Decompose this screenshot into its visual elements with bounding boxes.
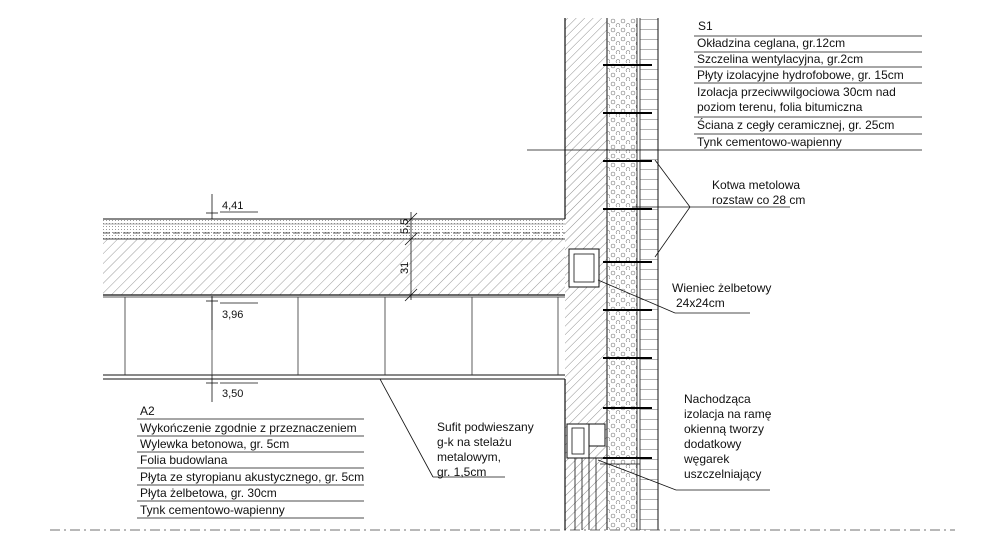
anchor-label: rozstaw co 28 cm xyxy=(712,193,806,207)
floor-layer: Wylewka betonowa, gr. 5cm xyxy=(140,437,290,451)
ring-beam-label: Wieniec żelbetowy xyxy=(672,281,772,295)
wall-legend-code: S1 xyxy=(698,19,713,33)
screed-layer xyxy=(103,219,565,239)
callout-ceiling xyxy=(380,379,534,479)
floor-slab xyxy=(103,219,565,295)
level-slab-bottom: 3,96 xyxy=(222,309,244,321)
window-label: dodatkowy xyxy=(684,437,742,451)
ceiling-label: g-k na stelażu xyxy=(437,435,512,449)
ring-beam-label: 24x24cm xyxy=(676,296,725,310)
wall-layer: Ściana z cegły ceramicznej, gr. 25cm xyxy=(697,118,895,132)
wall-layer: Płyty izolacyjne hydrofobowe, gr. 15cm xyxy=(697,68,904,82)
ring-beam xyxy=(569,249,599,287)
window-label: okienną tworzy xyxy=(684,422,765,436)
level-marker-slab xyxy=(206,296,258,330)
floor-layer: Folia budowlana xyxy=(140,453,228,467)
level-marker-floor xyxy=(206,194,258,219)
ceiling-label: Sufit podwieszany xyxy=(437,420,534,434)
window-label: Nachodząca xyxy=(684,392,751,406)
window-label: uszczelniający xyxy=(684,467,762,481)
window-label: węgarek xyxy=(684,452,730,466)
floor-layer: Płyta ze styropianu akustycznego, gr. 5cm xyxy=(140,470,365,484)
floor-layer: Płyta żelbetowa, gr. 30cm xyxy=(140,486,277,500)
wall-layer: poziom terenu, folia bitumiczna xyxy=(697,100,863,114)
suspended-ceiling xyxy=(103,297,565,379)
wall-layer: Izolacja przeciwwilgociowa 30cm nad xyxy=(697,85,896,99)
level-ceiling: 3,50 xyxy=(222,388,244,400)
brick-cladding xyxy=(640,18,658,530)
dim-slab: 31 xyxy=(399,261,411,274)
rc-slab xyxy=(103,239,565,295)
anchor-label: Kotwa metolowa xyxy=(712,178,801,192)
floor-layer: Wykończenie zgodnie z przeznaczeniem xyxy=(140,421,357,435)
dim-screed: 5,5 xyxy=(399,218,411,234)
wall-layer: Okładzina ceglana, gr.12cm xyxy=(697,36,846,50)
ceiling-label: metalowym, xyxy=(437,450,502,464)
floor-legend-code: A2 xyxy=(140,404,155,418)
wall-layer: Tynk cementowo-wapienny xyxy=(697,135,842,149)
ceiling-label: gr. 1,5cm xyxy=(437,465,487,479)
floor-layer: Tynk cementowo-wapienny xyxy=(140,503,285,517)
thermal-insulation xyxy=(607,18,637,530)
window-label: izolacja na ramę xyxy=(684,407,772,421)
level-floor-top: 4,41 xyxy=(222,200,244,212)
floor-legend xyxy=(137,404,364,518)
wall-layer: Szczelina wentylacyjna, gr.2cm xyxy=(697,52,864,66)
